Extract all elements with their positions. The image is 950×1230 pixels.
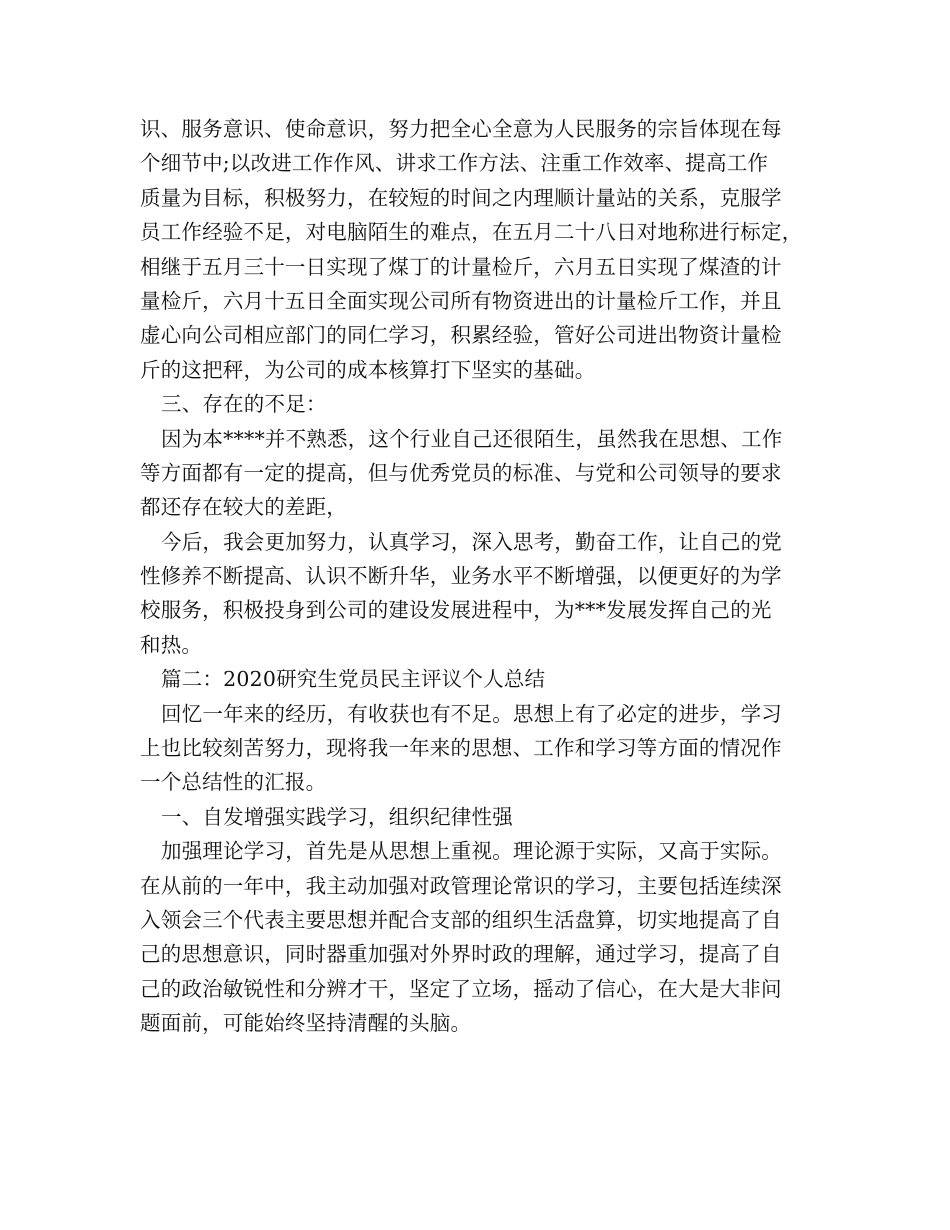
- text-line: 一、自发增强实践学习，组织纪律性强: [161, 804, 513, 829]
- text-line: 一个总结性的汇报。: [140, 770, 327, 795]
- text-line: 相继于五月三十一日实现了煤丁的计量检斤，六月五日实现了煤渣的计: [140, 254, 782, 279]
- text-line: 己的思想意识，同时器重加强对外界时政的理解，通过学习，提高了自: [140, 942, 782, 967]
- document-body: [140, 112, 840, 1041]
- text-line: 员工作经验不足，对电脑陌生的难点，在五月二十八日对地称进行标定，: [140, 220, 803, 245]
- text-line: 篇二：2020研究生党员民主评议个人总结: [161, 667, 546, 692]
- text-line: 今后，我会更加努力，认真学习，深入思考，勤奋工作，让自己的党: [161, 529, 782, 554]
- text-line: 虚心向公司相应部门的同仁学习，积累经验，管好公司进出物资计量检: [140, 323, 782, 348]
- text-line: 己的政治敏锐性和分辨才干，坚定了立场，摇动了信心，在大是大非问: [140, 976, 782, 1001]
- text-line: 入领会三个代表主要思想并配合支部的组织生活盘算，切实地提高了自: [140, 907, 782, 932]
- text-line: 在从前的一年中，我主动加强对政管理论常识的学习，主要包括连续深: [140, 873, 782, 898]
- text-line: 个细节中;以改进工作作风、讲求工作方法、注重工作效率、提高工作: [140, 151, 769, 176]
- text-line: 因为本****并不熟悉，这个行业自己还很陌生，虽然我在思想、工作: [161, 426, 783, 451]
- text-line: 题面前，可能始终坚持清醒的头脑。: [140, 1011, 472, 1036]
- text-line: 等方面都有一定的提高，但与优秀党员的标准、与党和公司领导的要求: [140, 460, 782, 485]
- text-line: 回忆一年来的经历，有收获也有不足。思想上有了必定的进步，学习: [161, 701, 782, 726]
- text-line: 都还存在较大的差距，: [140, 495, 347, 520]
- text-line: 量检斤，六月十五日全面实现公司所有物资进出的计量检斤工作，并且: [140, 288, 782, 313]
- text-line: 性修养不断提高、认识不断升华，业务水平不断增强，以便更好的为学: [140, 564, 782, 589]
- text-line: 识、服务意识、使命意识，努力把全心全意为人民服务的宗旨体现在每: [140, 117, 782, 141]
- text-line: 和热。: [140, 632, 203, 657]
- text-line: 上也比较刻苦努力，现将我一年来的思想、工作和学习等方面的情况作: [140, 736, 782, 761]
- text-line: 校服务，积极投身到公司的建设发展进程中，为***发展发挥自己的光: [140, 598, 772, 623]
- text-line: 三、存在的不足：: [161, 392, 327, 417]
- text-line: 质量为目标，积极努力，在较短的时间之内理顺计量站的关系，克服学: [140, 185, 782, 210]
- text-line: 加强理论学习，首先是从思想上重视。理论源于实际，又高于实际。: [161, 839, 782, 864]
- text-line: 斤的这把秤，为公司的成本核算打下坚实的基础。: [140, 357, 596, 382]
